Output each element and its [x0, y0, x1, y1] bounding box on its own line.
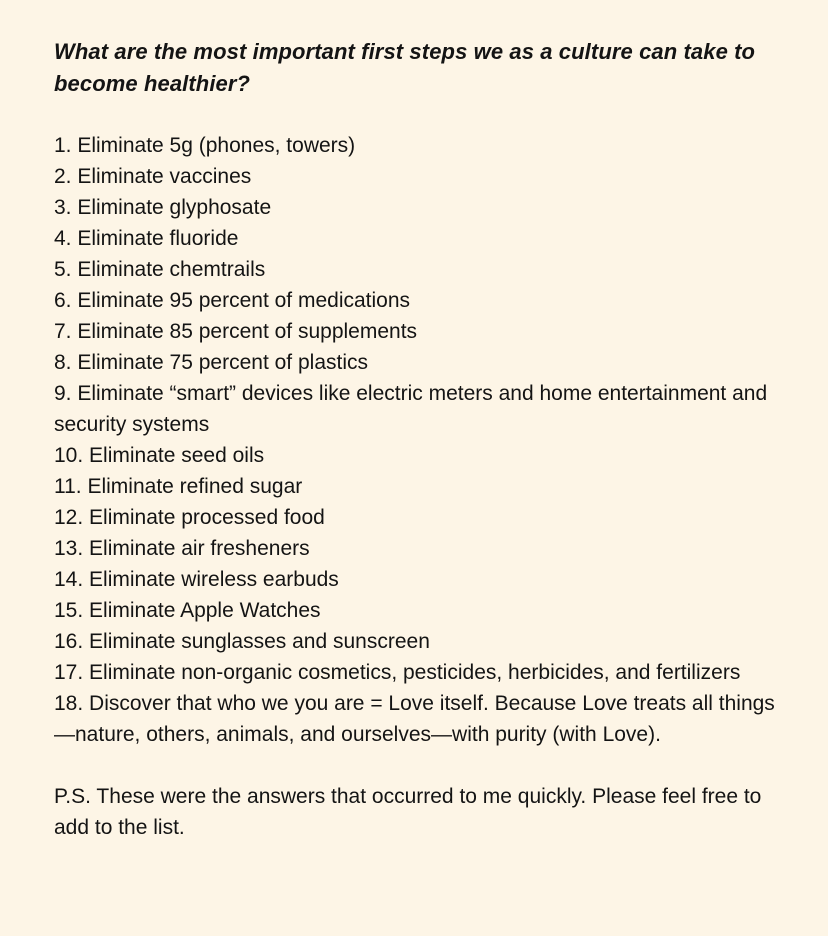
list-item: 10. Eliminate seed oils: [54, 444, 265, 467]
list-item: 13. Eliminate air fresheners: [54, 537, 310, 560]
list-item: 15. Eliminate Apple Watches: [54, 599, 321, 622]
postscript: P.S. These were the answers that occurred to me quickly. Please feel free to add to the list.: [54, 785, 762, 839]
steps-list: [54, 130, 788, 750]
list-item: 1. Eliminate 5g (phones, towers): [54, 134, 356, 157]
list-item: 6. Eliminate 95 percent of medications: [54, 289, 411, 312]
list-item: 11. Eliminate refined sugar: [54, 475, 303, 498]
list-item: 5. Eliminate chemtrails: [54, 258, 266, 281]
question-heading: What are the most important first steps we as a culture can take to become healthier?: [54, 39, 756, 96]
list-item: 18. Discover that who we you are = Love itself. Because Love treats all things—nature, others, animals, and ourselves—with purity (with Love).: [54, 692, 775, 746]
list-item: 14. Eliminate wireless earbuds: [54, 568, 339, 591]
list-item: 3. Eliminate glyphosate: [54, 196, 272, 219]
list-item: 4. Eliminate fluoride: [54, 227, 239, 250]
list-item: 2. Eliminate vaccines: [54, 165, 252, 188]
list-item: 9. Eliminate “smart” devices like electric meters and home entertainment and security systems: [54, 382, 768, 436]
list-item: 16. Eliminate sunglasses and sunscreen: [54, 630, 430, 653]
list-item: 7. Eliminate 85 percent of supplements: [54, 320, 418, 343]
list-item: 12. Eliminate processed food: [54, 506, 325, 529]
list-item: 17. Eliminate non-organic cosmetics, pesticides, herbicides, and fertilizers: [54, 661, 741, 684]
list-item: 8. Eliminate 75 percent of plastics: [54, 351, 368, 374]
